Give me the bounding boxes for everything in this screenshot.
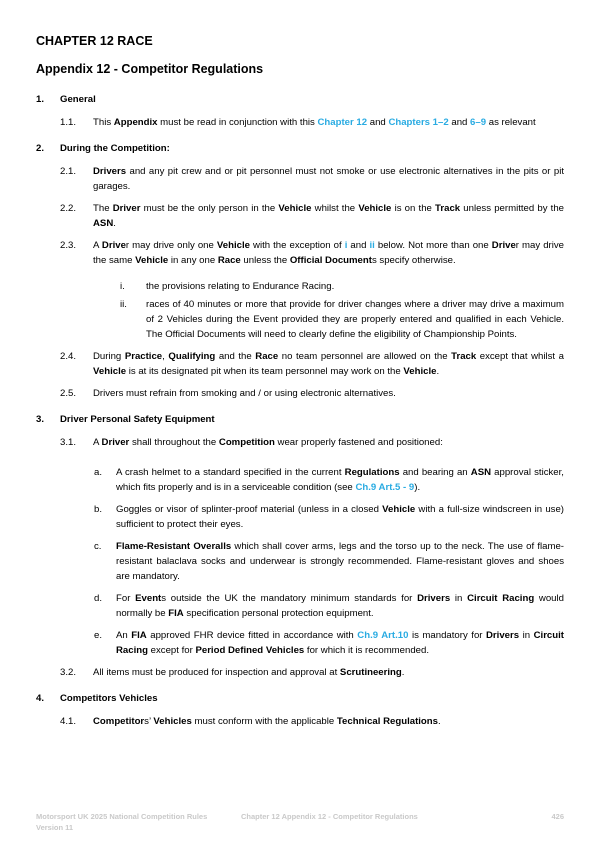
text: , [162,351,169,362]
text: is at its designated pit when its team personnel may work on the [126,366,404,377]
section-heading-safety-equipment [36,412,564,427]
sub-clause-number: ii. [120,299,127,310]
defined-term: Circuit Racing [116,630,564,656]
section-title: General [60,94,96,105]
defined-term: Vehicle [278,203,312,214]
defined-term: Track [451,351,477,362]
clause-number: 4.1. [60,716,77,727]
text: with the exception of [249,240,345,251]
footer-section: Chapter 12 Appendix 12 - Competitor Regulations [241,812,418,821]
text: unless permitted by the [460,203,565,214]
text: and [448,117,471,128]
text: This [93,117,114,128]
defined-term: Driver [112,203,141,214]
clause-2-1 [36,164,564,194]
clause-number: 2.5. [60,388,77,399]
chapters-1-2-link[interactable]: Chapters 1–2 [388,117,449,128]
defined-term: Official Document [289,255,372,266]
text: A [93,240,102,251]
section-title: During the Competition: [60,143,170,154]
text: for which it is recommended. [304,645,430,656]
text: in [519,630,534,641]
defined-term: FIA [168,608,184,619]
text: r may drive the same [93,240,564,266]
defined-term: ASN [93,218,114,229]
text: must be read in conjunction with this [157,117,318,128]
sub-clause-number: b. [94,504,103,515]
text: except for [148,645,196,656]
defined-term: Scrutineering [339,667,402,678]
section-heading-competitors-vehicles [36,691,564,706]
text: Drivers must refrain from smoking and / or using electronic alternatives. [93,388,396,399]
clause-number: 3.2. [60,667,77,678]
sub-clause-ii [36,297,564,342]
text: which shall cover arms, legs and the torso up to the neck. The use of flame-resistant balaclava socks and underwear is strongly recommended. Flame-resistant gloves and shoes are mandatory. [116,541,564,582]
clause-3-2 [36,665,564,680]
defined-term: Race [255,351,279,362]
text: . [437,716,441,727]
chapter-12-link[interactable]: Chapter 12 [317,117,368,128]
text: The [93,203,113,214]
text: below. Not more than one [374,240,492,251]
text: is on the [391,203,436,214]
text: and bearing an [399,467,471,478]
section-title: Competitors Vehicles [60,693,158,704]
text: and [347,240,370,251]
defined-term: Competitor [93,716,145,727]
sub-clause-number: i. [120,281,125,292]
clause-number: 2.2. [60,203,77,214]
text: must conform with the applicable [191,716,337,727]
defined-term: Drive [101,240,126,251]
defined-term: Vehicle [93,366,127,377]
footer-publication: Motorsport UK 2025 National Competition Rules [36,812,208,821]
defined-term: Track [435,203,461,214]
clause-number: 3.1. [60,437,77,448]
text: no team personnel are allowed on the [278,351,452,362]
clause-3-1 [36,435,564,450]
defined-term: Qualifying [168,351,216,362]
clause-number: 2.4. [60,351,77,362]
chapter-title: CHAPTER 12 RACE [36,34,153,48]
defined-term: Flame-Resistant Overalls [116,541,232,552]
text: would normally be [116,593,564,619]
text: s outside the UK the mandatory minimum standards for [161,593,418,604]
sub-clause-e [36,628,564,658]
defined-term: Circuit Racing [467,593,535,604]
text: races of 40 minutes or more that provide for driver changes where a driver may drive a maximum of 2 Vehicles during the Event provided they are properly entered and qualified in each Vehicle. The Official Documents will need to clearly define the eligibility of Championship Points. [146,299,564,340]
page-number: 426 [551,812,564,821]
clause-4-1 [36,714,564,729]
clause-2-5 [36,386,564,401]
sub-clause-c [36,539,564,584]
text: s specify otherwise. [371,255,456,266]
text: approval sticker, which fits properly and is in a serviceable condition (see [116,467,564,493]
clause-1-1 [36,115,564,130]
text: and any pit crew and or pit personnel must not smoke or use electronic alternatives in the pits or pit garages. [93,166,564,192]
defined-term: Vehicle [135,255,169,266]
section-title: Driver Personal Safety Equipment [60,414,215,425]
text: except that whilst a [476,351,564,362]
text: whilst the [311,203,359,214]
defined-term: Vehicle [216,240,250,251]
defined-term: Race [217,255,241,266]
section-heading-general [36,92,564,107]
clause-2-2 [36,201,564,231]
text: and the [215,351,256,362]
text: Goggles or visor of splinter-proof material (unless in a closed [116,504,383,515]
defined-term: Drivers [486,630,520,641]
text: . [401,667,405,678]
sub-clause-d [36,591,564,621]
text: A [93,437,102,448]
section-number: 4. [36,693,45,704]
ref-ii-link[interactable]: ii [369,240,375,251]
chapters-6-9-link[interactable]: 6–9 [470,117,487,128]
text: . [436,366,440,377]
defined-term: Vehicle [358,203,392,214]
defined-term: Regulations [344,467,400,478]
defined-term: Competition [218,437,275,448]
section-number: 2. [36,143,45,154]
text: shall throughout the [129,437,219,448]
text: is mandatory for [408,630,486,641]
text: An [116,630,132,641]
defined-term: Vehicles [153,716,192,727]
sub-clause-number: d. [94,593,103,604]
defined-term: Practice [124,351,163,362]
defined-term: Period Defined Vehicles [195,645,305,656]
sub-clause-number: e. [94,630,103,641]
text: specification personal protection equipment. [183,608,374,619]
ref-i-link[interactable]: i [344,240,348,251]
section-number: 1. [36,94,45,105]
section-number: 3. [36,414,45,425]
defined-term: Event [135,593,162,604]
clause-number: 2.3. [60,240,77,251]
defined-term: Appendix [113,117,158,128]
defined-term: Drive [491,240,516,251]
clause-number: 2.1. [60,166,77,177]
clause-2-4 [36,349,564,379]
text: with a full-size windscreen in use) sufficient to protect their eyes. [116,504,564,530]
defined-term: Technical Regulations [336,716,438,727]
text: wear properly fastened and positioned: [274,437,443,448]
text: All items must be produced for inspection and approval at [93,667,340,678]
defined-term: Driver [101,437,130,448]
text: s’ [144,716,154,727]
text: r may drive only one [125,240,217,251]
sub-clause-b [36,502,564,532]
sub-clause-number: c. [94,541,102,552]
text: . [113,218,116,229]
text: For [116,593,136,604]
text: in [450,593,468,604]
section-heading-during-competition [36,141,564,156]
sub-clause-i [36,279,564,294]
sub-clause-number: a. [94,467,103,478]
ch9-art10-link[interactable]: Ch.9 Art.10 [357,630,409,641]
defined-term: Drivers [93,166,127,177]
regulations-body [36,92,564,736]
clause-number: 1.1. [60,117,77,128]
text: in any one [168,255,218,266]
text: must be the only person in the [140,203,279,214]
text: ). [414,482,421,493]
defined-term: FIA [131,630,147,641]
text: as relevant [486,117,536,128]
defined-term: ASN [470,467,492,478]
text: unless the [240,255,290,266]
text: A crash helmet to a standard specified in the current [116,467,345,478]
footer-version: Version 11 [36,823,74,832]
defined-term: Drivers [417,593,451,604]
text: During [93,351,125,362]
text: approved FHR device fitted in accordance with [146,630,358,641]
defined-term: Vehicle [403,366,437,377]
sub-clause-a [36,465,564,495]
appendix-title: Appendix 12 - Competitor Regulations [36,62,264,76]
ch9-art5-9-link[interactable]: Ch.9 Art.5 - 9 [355,482,415,493]
defined-term: Vehicle [382,504,416,515]
text: the provisions relating to Endurance Racing. [146,281,335,292]
text: and [367,117,389,128]
clause-2-3 [36,238,564,268]
